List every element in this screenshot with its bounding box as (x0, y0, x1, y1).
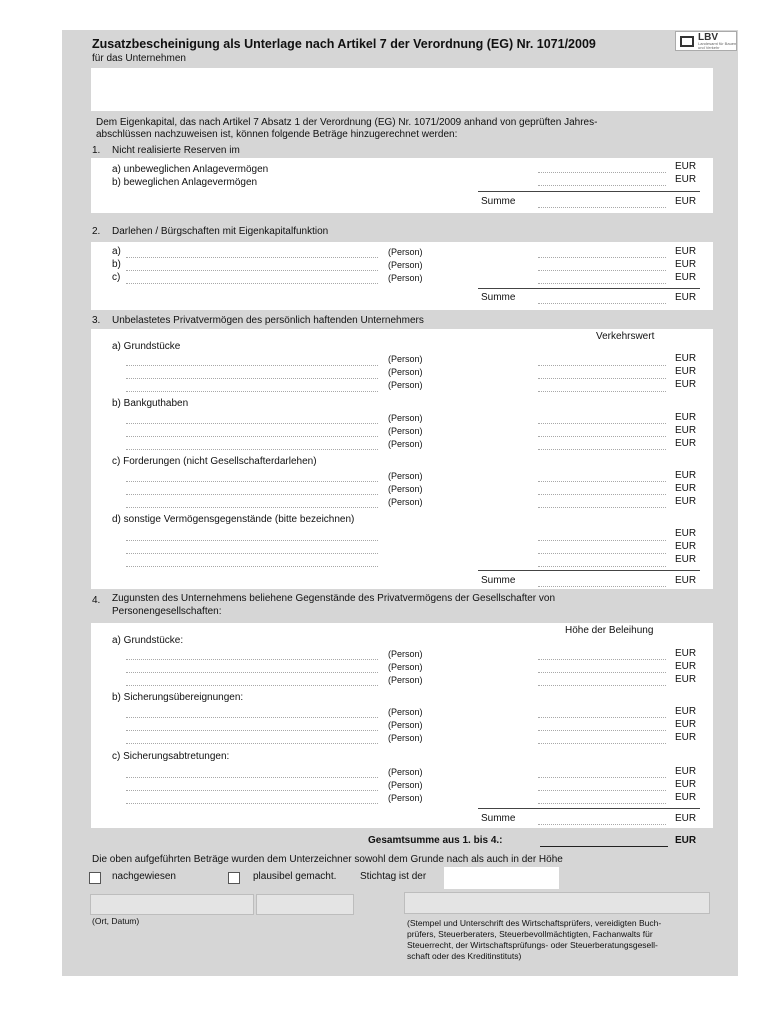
s3b-desc-2[interactable] (126, 436, 378, 437)
person-label: (Person) (388, 675, 423, 685)
eur-label: EUR (675, 366, 697, 377)
eur-label: EUR (675, 379, 697, 390)
company-name-field[interactable] (91, 68, 713, 111)
person-label: (Person) (388, 413, 423, 423)
section3-sum-field[interactable] (538, 586, 666, 587)
eur-label: EUR (675, 292, 697, 303)
s3a-amount-1[interactable] (538, 365, 666, 366)
section2-sum-field[interactable] (538, 303, 666, 304)
eur-label: EUR (675, 779, 697, 790)
eur-label: EUR (675, 353, 697, 364)
s3d-amount-1[interactable] (538, 540, 666, 541)
person-label: (Person) (388, 497, 423, 507)
logo-mark-icon-right (688, 36, 694, 47)
eur-label: EUR (675, 674, 697, 685)
s3c-desc-2[interactable] (126, 494, 378, 495)
s3d-amount-3[interactable] (538, 566, 666, 567)
option-nachgewiesen-label: nachgewiesen (112, 871, 176, 882)
s3c-amount-2[interactable] (538, 494, 666, 495)
s4a-amount-2[interactable] (538, 672, 666, 673)
logo-text: LBV (698, 32, 718, 43)
section3-sum-rule (478, 570, 700, 571)
place-field[interactable] (90, 894, 254, 915)
stamp-caption-line1: (Stempel und Unterschrift des Wirtschaftsprüfers, vereidigten Buch- (407, 918, 662, 928)
total-label: Gesamtsumme aus 1. bis 4.: (368, 835, 503, 846)
eur-label: EUR (675, 470, 697, 481)
eur-label: EUR (675, 438, 697, 449)
section2-desc-a[interactable] (126, 257, 378, 258)
s4a-desc-3[interactable] (126, 685, 378, 686)
person-label: (Person) (388, 471, 423, 481)
s4b-amount-3[interactable] (538, 743, 666, 744)
checkbox-nachgewiesen[interactable] (89, 872, 101, 884)
form-title: Zusatzbescheinigung als Unterlage nach Artikel 7 der Verordnung (EG) Nr. 1071/2009 (92, 37, 596, 51)
section1-title: Nicht realisierte Reserven im (112, 145, 240, 156)
person-label: (Person) (388, 247, 423, 257)
logo-tagline: Landesamt für Bauen (698, 41, 737, 46)
s4b-amount-2[interactable] (538, 730, 666, 731)
s4a-amount-1[interactable] (538, 659, 666, 660)
s4c-amount-2[interactable] (538, 790, 666, 791)
person-label: (Person) (388, 273, 423, 283)
s4b-desc-2[interactable] (126, 730, 378, 731)
section4-column-header: Höhe der Beleihung (565, 625, 654, 636)
section3-sub-a: a) Grundstücke (112, 341, 181, 352)
s3a-desc-1[interactable] (126, 365, 378, 366)
confirmation-statement: Die oben aufgeführten Beträge wurden dem Unterzeichner sowohl dem Grunde nach als auch in der Höhe (92, 854, 563, 865)
section2-number: 2. (92, 226, 101, 237)
s3a-amount-3[interactable] (538, 391, 666, 392)
section3-title: Unbelastetes Privatvermögen des persönlich haftenden Unternehmers (112, 315, 424, 326)
s4a-amount-3[interactable] (538, 685, 666, 686)
person-label: (Person) (388, 793, 423, 803)
eur-label: EUR (675, 272, 697, 283)
section2-amount-b[interactable] (538, 270, 666, 271)
place-date-caption: (Ort, Datum) (92, 916, 140, 926)
section1-item-a: a) unbeweglichen Anlagevermögen (112, 164, 269, 175)
section1-amount-a[interactable] (538, 172, 666, 173)
section2-title: Darlehen / Bürgschaften mit Eigenkapitalfunktion (112, 226, 329, 237)
s3b-amount-2[interactable] (538, 436, 666, 437)
section1-sum-rule (478, 191, 700, 192)
section2-sum-label: Summe (481, 292, 516, 303)
person-label: (Person) (388, 380, 423, 390)
s3c-amount-1[interactable] (538, 481, 666, 482)
eur-label: EUR (675, 732, 697, 743)
person-label: (Person) (388, 426, 423, 436)
s3d-desc-1[interactable] (126, 540, 378, 541)
eur-label: EUR (675, 412, 697, 423)
section1-item-b: b) beweglichen Anlagevermögen (112, 177, 258, 188)
eur-label: EUR (675, 259, 697, 270)
date-label: Stichtag ist der (360, 871, 427, 882)
eur-label: EUR (675, 554, 697, 565)
section3-sub-d: d) sonstige Vermögensgegenstände (bitte bezeichnen) (112, 514, 355, 525)
eur-label: EUR (675, 719, 697, 730)
option-plausibel-label: plausibel gemacht. (253, 871, 337, 882)
eur-label: EUR (675, 246, 697, 257)
section3-column-header: Verkehrswert (596, 331, 655, 342)
s3c-desc-3[interactable] (126, 507, 378, 508)
intro-text-line2: abschlüssen nachzuweisen ist, können folgende Beträge hinzugerechnet werden: (96, 129, 458, 140)
section4-title-line2: Personengesellschaften: (112, 606, 222, 617)
s3c-desc-1[interactable] (126, 481, 378, 482)
person-label: (Person) (388, 354, 423, 364)
form-subtitle: für das Unternehmen (92, 53, 186, 64)
s3c-amount-3[interactable] (538, 507, 666, 508)
s4c-amount-1[interactable] (538, 777, 666, 778)
section1-sum-field[interactable] (538, 207, 666, 208)
eur-label: EUR (675, 575, 697, 586)
s4a-desc-2[interactable] (126, 672, 378, 673)
person-label: (Person) (388, 707, 423, 717)
eur-label: EUR (675, 161, 697, 172)
section4-sum-rule (478, 808, 700, 809)
section4-sub-c: c) Sicherungsabtretungen: (112, 751, 230, 762)
stamp-caption-line3: Steuerrecht, der Wirtschaftsprüfungs- oder Steuerberatungsgesell- (407, 940, 658, 950)
section1-number: 1. (92, 145, 101, 156)
stamp-caption-line2: prüfers, Steuerberaters, Steuerbevollmächtigten, Fachanwalts für (407, 929, 653, 939)
eur-label: EUR (675, 706, 697, 717)
s3d-desc-3[interactable] (126, 566, 378, 567)
person-label: (Person) (388, 484, 423, 494)
eur-label: EUR (675, 766, 697, 777)
section2-item-b: b) (112, 259, 121, 270)
date-field[interactable] (444, 867, 559, 889)
person-label: (Person) (388, 780, 423, 790)
stamp-signature-field[interactable] (404, 892, 710, 914)
section2-desc-b[interactable] (126, 270, 378, 271)
eur-label: EUR (675, 528, 697, 539)
section2-sum-rule (478, 288, 700, 289)
section4-sum-field[interactable] (538, 824, 666, 825)
person-label: (Person) (388, 260, 423, 270)
eur-label: EUR (675, 496, 697, 507)
section4-sub-b: b) Sicherungsübereignungen: (112, 692, 244, 703)
s4a-desc-1[interactable] (126, 659, 378, 660)
eur-label: EUR (675, 813, 697, 824)
total-currency: EUR (675, 835, 697, 846)
person-label: (Person) (388, 720, 423, 730)
s4c-desc-2[interactable] (126, 790, 378, 791)
person-label: (Person) (388, 367, 423, 377)
s4b-desc-3[interactable] (126, 743, 378, 744)
s3b-desc-1[interactable] (126, 423, 378, 424)
section3-sum-label: Summe (481, 575, 516, 586)
section4-sum-label: Summe (481, 813, 516, 824)
section4-title-line1: Zugunsten des Unternehmens beliehene Gegenstände des Privatvermögens der Gesellschafter von (112, 593, 556, 604)
s3d-amount-2[interactable] (538, 553, 666, 554)
eur-label: EUR (675, 541, 697, 552)
eur-label: EUR (675, 425, 697, 436)
section3-number: 3. (92, 315, 101, 326)
eur-label: EUR (675, 792, 697, 803)
section4-number: 4. (92, 595, 101, 606)
section3-sub-c: c) Forderungen (nicht Gesellschafterdarlehen) (112, 456, 317, 467)
section1-amount-b[interactable] (538, 185, 666, 186)
section2-amount-c[interactable] (538, 283, 666, 284)
s3d-desc-2[interactable] (126, 553, 378, 554)
logo-tagline-2: und Verkehr (698, 45, 720, 50)
person-label: (Person) (388, 649, 423, 659)
total-amount-field[interactable] (540, 846, 668, 847)
s3b-amount-3[interactable] (538, 449, 666, 450)
date-signature-field[interactable] (256, 894, 354, 915)
eur-label: EUR (675, 174, 697, 185)
s3b-amount-1[interactable] (538, 423, 666, 424)
section2-item-c: c) (112, 272, 121, 283)
s4c-amount-3[interactable] (538, 803, 666, 804)
s3a-desc-2[interactable] (126, 378, 378, 379)
section3-sub-b: b) Bankguthaben (112, 398, 189, 409)
person-label: (Person) (388, 767, 423, 777)
eur-label: EUR (675, 648, 697, 659)
section4-sub-a: a) Grundstücke: (112, 635, 184, 646)
s4b-desc-1[interactable] (126, 717, 378, 718)
eur-label: EUR (675, 196, 697, 207)
stamp-caption-line4: schaft oder des Kreditinstituts) (407, 951, 522, 961)
section2-desc-c[interactable] (126, 283, 378, 284)
s3a-amount-2[interactable] (538, 378, 666, 379)
s3a-desc-3[interactable] (126, 391, 378, 392)
section1-sum-label: Summe (481, 196, 516, 207)
checkbox-plausibel[interactable] (228, 872, 240, 884)
s3b-desc-3[interactable] (126, 449, 378, 450)
person-label: (Person) (388, 662, 423, 672)
person-label: (Person) (388, 439, 423, 449)
lbv-logo (675, 31, 737, 51)
s4c-desc-3[interactable] (126, 803, 378, 804)
section2-amount-a[interactable] (538, 257, 666, 258)
eur-label: EUR (675, 661, 697, 672)
section2-item-a: a) (112, 246, 121, 257)
s4c-desc-1[interactable] (126, 777, 378, 778)
eur-label: EUR (675, 483, 697, 494)
s4b-amount-1[interactable] (538, 717, 666, 718)
person-label: (Person) (388, 733, 423, 743)
intro-text-line1: Dem Eigenkapital, das nach Artikel 7 Absatz 1 der Verordnung (EG) Nr. 1071/2009 anhand von geprüften Jahres- (96, 117, 598, 128)
